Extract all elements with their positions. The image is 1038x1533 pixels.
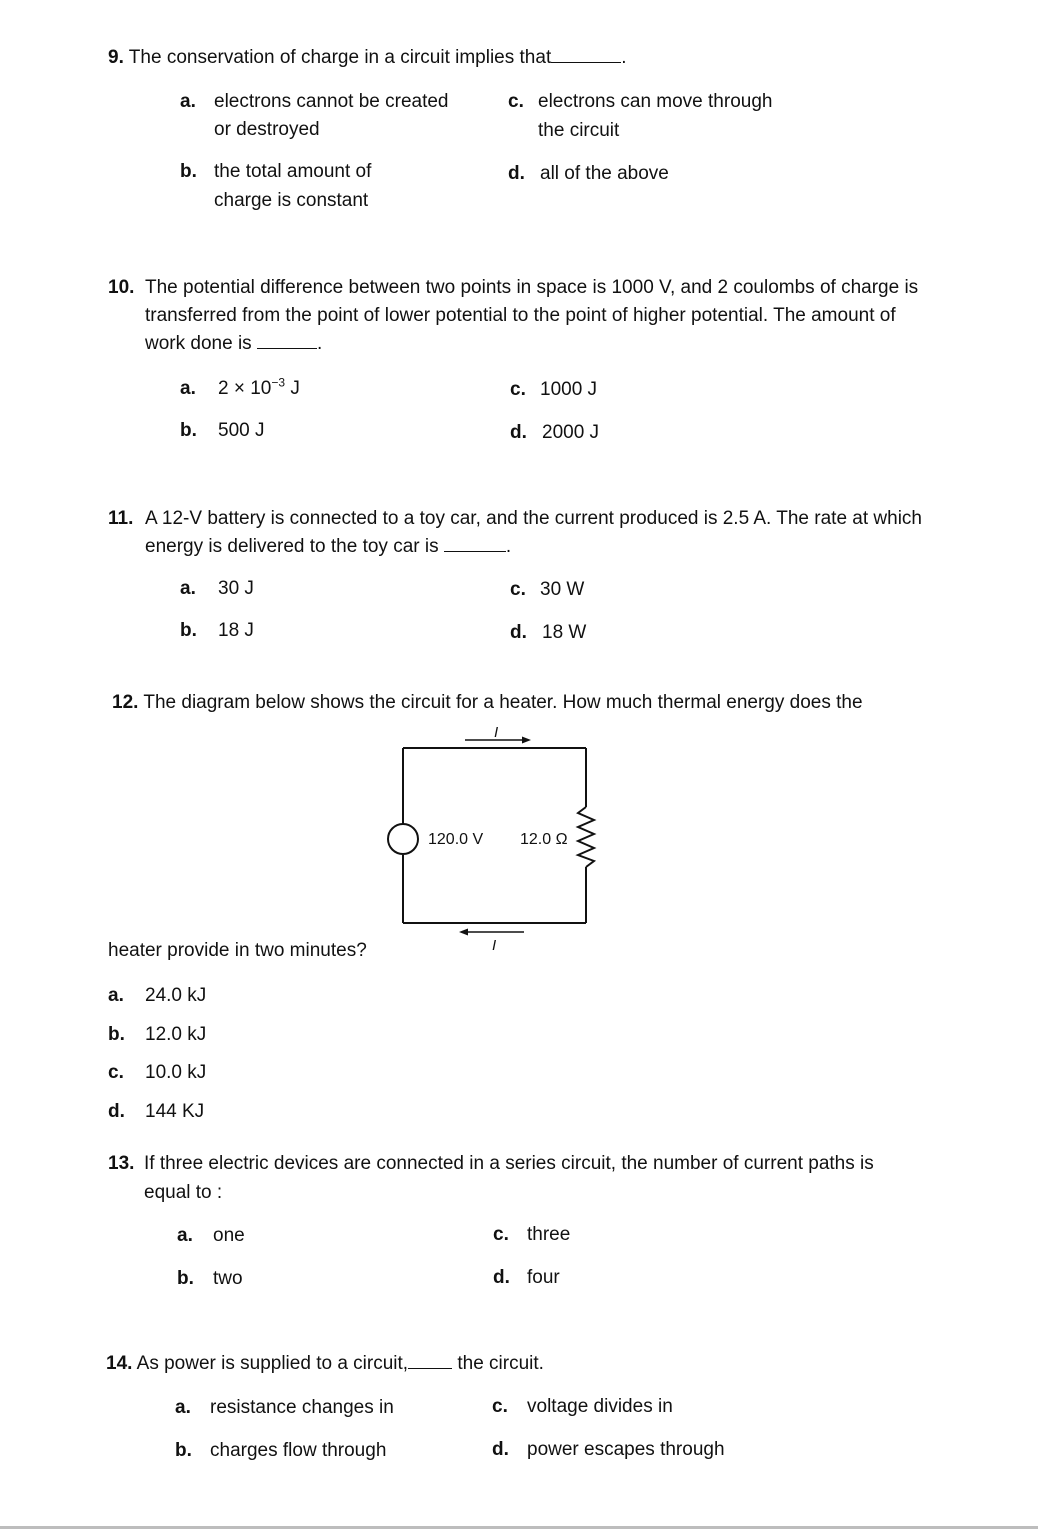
option-text: electrons cannot be created — [214, 91, 449, 112]
question-number: 12. — [112, 692, 139, 713]
option-letter: b. — [108, 1024, 125, 1045]
option-12c[interactable] — [108, 1059, 206, 1087]
option-text: two — [213, 1268, 243, 1289]
option-text-base: 2 × 10 — [218, 378, 272, 399]
voltage-source-icon — [388, 824, 418, 854]
option-letter: c. — [510, 379, 526, 400]
question-end: . — [621, 47, 627, 68]
option-14d[interactable] — [492, 1436, 725, 1464]
current-label-top: I — [494, 724, 499, 741]
option-text: four — [527, 1267, 560, 1288]
option-12a[interactable] — [108, 982, 206, 1010]
option-text: power escapes through — [527, 1439, 725, 1460]
option-text: one — [213, 1225, 245, 1246]
option-text-unit: J — [285, 378, 300, 399]
option-13a[interactable] — [177, 1222, 245, 1250]
option-9b-line2: charge is constant — [214, 190, 369, 211]
question-text: energy is delivered to the toy car is — [145, 536, 439, 557]
question-end: . — [316, 333, 323, 354]
question-number: 9. — [108, 47, 124, 68]
option-text: 500 J — [218, 420, 265, 441]
question-text: The diagram below shows the circuit for a heater. How much thermal energy does the — [143, 692, 863, 713]
option-text: 144 KJ — [145, 1101, 205, 1122]
option-9c-line2: the circuit — [538, 120, 620, 141]
option-text: 10.0 kJ — [145, 1062, 207, 1083]
option-12d[interactable] — [108, 1098, 204, 1126]
option-letter: a. — [180, 578, 196, 599]
option-9a-line2: or destroyed — [214, 119, 320, 140]
option-letter: a. — [175, 1397, 191, 1418]
option-text: three — [527, 1224, 571, 1245]
option-letter: c. — [108, 1062, 124, 1083]
question-12-line2: heater provide in two minutes? — [108, 940, 367, 961]
option-letter: a. — [180, 91, 196, 112]
question-13-line2: equal to : — [144, 1182, 223, 1203]
option-13b[interactable] — [177, 1265, 243, 1293]
option-letter: b. — [180, 620, 197, 641]
option-13c[interactable] — [493, 1221, 570, 1249]
option-text: all of the above — [540, 163, 669, 184]
option-letter: a. — [177, 1225, 193, 1246]
voltage-label: 120.0 V — [428, 831, 484, 848]
option-text-exponent: −3 — [271, 375, 286, 390]
current-label-bottom: I — [492, 937, 497, 954]
question-text: As power is supplied to a circuit, — [136, 1353, 409, 1374]
option-letter: b. — [180, 420, 197, 441]
question-number: 11. — [108, 508, 134, 529]
answer-blank — [408, 1366, 452, 1369]
option-text: 2000 J — [542, 422, 600, 443]
question-number: 13. — [108, 1153, 135, 1174]
resistor-icon — [578, 807, 594, 867]
option-text: electrons can move through — [538, 91, 773, 112]
question-end: . — [505, 536, 512, 557]
option-text: the total amount of — [214, 161, 372, 182]
question-text-end: the circuit. — [457, 1353, 544, 1374]
option-letter: d. — [493, 1267, 510, 1288]
option-letter: b. — [177, 1268, 194, 1289]
question-number: 10. — [108, 277, 135, 298]
option-letter: a. — [108, 985, 124, 1006]
option-letter: c. — [493, 1224, 509, 1245]
question-text: The conservation of charge in a circuit implies that — [128, 47, 552, 68]
question-text: work done is — [145, 333, 252, 354]
option-14b[interactable] — [175, 1437, 386, 1465]
option-14a[interactable] — [175, 1394, 394, 1422]
option-letter: d. — [492, 1439, 509, 1460]
arrowhead-right — [522, 737, 531, 744]
option-text: 30 J — [218, 578, 254, 599]
option-letter: b. — [180, 161, 197, 182]
option-12b[interactable] — [108, 1021, 206, 1049]
option-text: 24.0 kJ — [145, 985, 207, 1006]
option-text: 12.0 kJ — [145, 1024, 207, 1045]
question-14-stem — [106, 1350, 544, 1378]
option-letter: a. — [180, 378, 196, 399]
option-letter: b. — [175, 1440, 192, 1461]
option-letter: c. — [510, 579, 526, 600]
question-text: If three electric devices are connected in a series circuit, the number of current paths is — [144, 1153, 874, 1174]
option-letter: d. — [108, 1101, 125, 1122]
question-13-line1 — [108, 1150, 874, 1178]
option-text: 30 W — [540, 579, 585, 600]
page-bottom-edge — [0, 1526, 1038, 1529]
question-text: The potential difference between two points in space is 1000 V, and 2 coulombs of charge is — [145, 277, 919, 298]
option-text: 18 J — [218, 620, 254, 641]
option-letter: d. — [508, 163, 525, 184]
option-text: voltage divides in — [527, 1396, 673, 1417]
option-text: 18 W — [542, 622, 587, 643]
option-13d[interactable] — [493, 1264, 560, 1292]
question-number: 14. — [106, 1353, 133, 1374]
question-text: A 12-V battery is connected to a toy car, and the current produced is 2.5 A. The rate at which — [145, 508, 922, 529]
option-letter: d. — [510, 622, 527, 643]
question-10-line2: transferred from the point of lower potential to the point of higher potential. The amount of — [145, 305, 896, 326]
option-letter: d. — [510, 422, 527, 443]
option-text: resistance changes in — [210, 1397, 394, 1418]
arrowhead-left — [459, 929, 468, 936]
option-text: 1000 J — [540, 379, 598, 400]
option-letter: c. — [508, 91, 524, 112]
resistance-label: 12.0 Ω — [520, 831, 568, 848]
option-text: charges flow through — [210, 1440, 387, 1461]
option-14c[interactable] — [492, 1393, 673, 1421]
option-letter: c. — [492, 1396, 508, 1417]
